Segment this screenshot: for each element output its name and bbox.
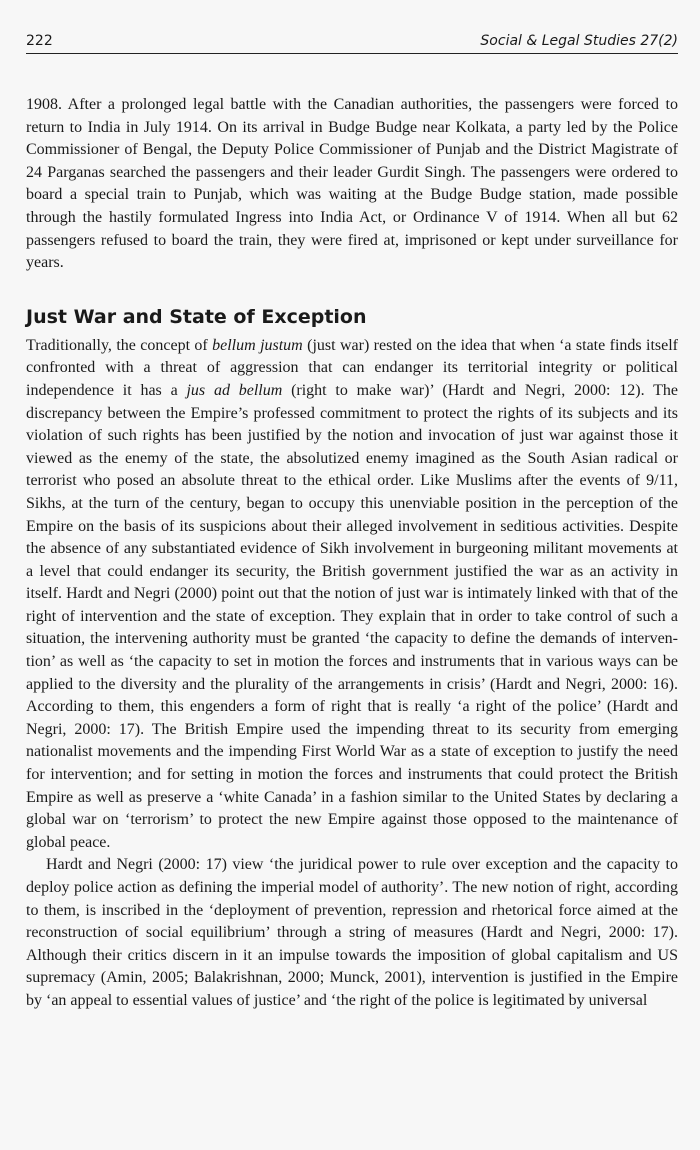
section-heading: Just War and State of Exception bbox=[26, 305, 367, 328]
article-body bbox=[26, 94, 678, 1013]
paragraph: 1908. After a prolonged legal battle with the Canadian authorities, the passengers were forced to return to India in July 1914. On its arrival in Budge Budge near Kolkata, a party led by the Police Commissioner of Bengal, the Deputy Police Commissioner of Punjab and the District Magistrate of 24 Parganas searched the passengers and their leader Gurdit Singh. The passengers were ordered to board a special train to Punjab, which was waiting at the Budge Budge station, made possible through the hastily formulated Ingress into India Act, or Ordinance V of 1914. When all but 62 passengers refused to board the train, they were fired at, imprisoned or kept under surveillance for years. bbox=[26, 96, 678, 272]
journal-title: Social & Legal Studies 27(2) bbox=[480, 33, 678, 49]
running-header bbox=[26, 33, 678, 54]
latin-term: jus ad bellum bbox=[186, 381, 283, 399]
text-run: (right to make war)’ (Hardt and Negri, 2000: 12). The discrepancy between the Empire’s professed commitment to protect the rights of its subjects and its violation of such rights has been justified by the notion and invocation of just war against those it viewed as the enemy of the state, the absolutized enemy imagined as the South Asian radical or terrorist who posed an absolute threat to the ethical order. Like Muslims after the events of 9/11, Sikhs, at the turn of the century, began to occupy this unenviable position in the perception of the Empire on the basis of its suspicions about their alleged involvement in seditious activities. Despite the absence of any substantiated evidence of Sikh involvement in burgeoning militant movements at a level that could endanger its security, the British government justified the war as an activity in itself. Hardt and Negri (2000) point out that the notion of just war is intimately linked with that of the right of intervention and the state of exception. They explain that in order to take control of such a situation, the intervening authority must be granted ‘the capacity to define the demands of intervention’ as well as ‘the capacity to set in motion the forces and instruments that in various ways can be applied to the diversity and the plurality of the arrangements in crisis’ (Hardt and Negri, 2000: 16). According to them, this engenders a form of right that is really ‘a right of the police’ (Hardt and Negri, 2000: 17). The British Empire used the impending threat to its security from emerging nationalist movements and the impending First World War as a state of exception to justify the need for intervention; and for setting in motion the forces and instruments that could protect the British Empire as well as preserve a ‘white Canada’ in a fashion similar to the United States by declaring a global war on ‘terrorism’ to protect the new Empire against those opposed to the maintenance of global peace. bbox=[26, 381, 678, 851]
page-number: 222 bbox=[26, 33, 53, 49]
paragraph bbox=[26, 335, 678, 855]
text-run: Traditionally, the concept of bbox=[26, 336, 213, 354]
text-run: (just war) rested on the idea that when ‘a state finds itself confronted with a threat of aggression that can endanger its territorial integrity or political independence it has a bbox=[26, 336, 679, 399]
paragraph: Hardt and Negri (2000: 17) view ‘the juridical power to rule over exception and the capacity to deploy police action as defining the imperial model of authority’. The new notion of right, according to them, is inscribed in the ‘deployment of prevention, repression and rhetorical force aimed at the reconstruction of social equilibrium’ through a string of measures (Hardt and Negri, 2000: 17). Although their critics discern in it an impulse towards the imposition of global capitalism and US supremacy (Amin, 2005; Balakrishnan, 2000; Munck, 2001), intervention is justified in the Empire by ‘an appeal to essential values of justice’ and ‘the right of the police is legitimated by universal bbox=[26, 856, 678, 1009]
latin-term: bellum justum bbox=[212, 336, 303, 354]
